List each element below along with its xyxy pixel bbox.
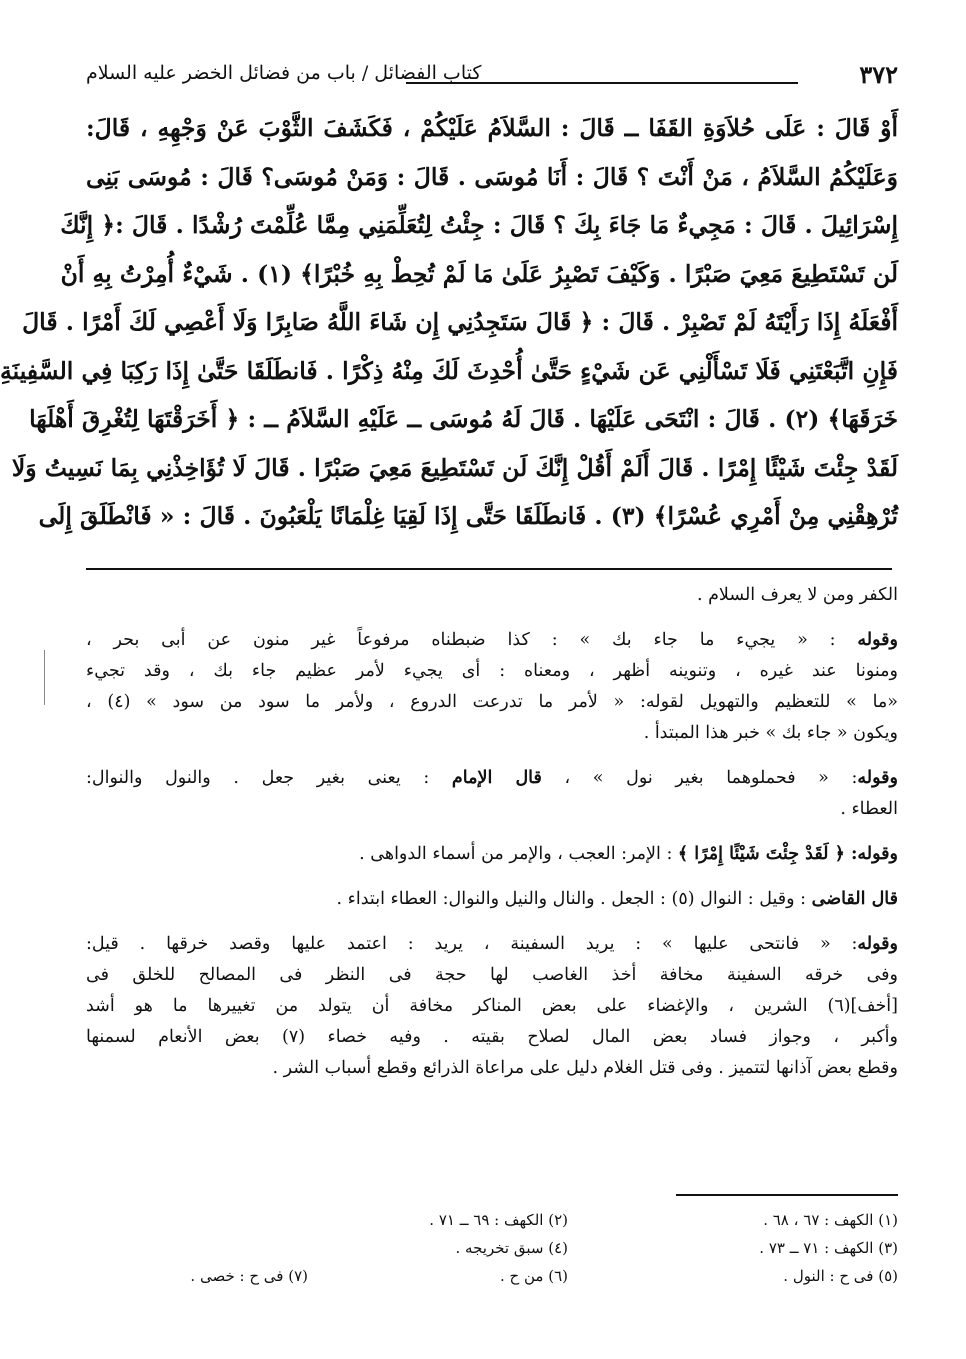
commentary-text: : « يجيء ما جاء بك » : كذا ضبطناه مرفوعاً غير منون عن أبى بحر ، xyxy=(86,630,858,650)
footnote: (٢) الكهف : ٦٩ ــ ٧١ . xyxy=(429,1211,568,1229)
quran-quote: : ﴿ لَقَدْ جِئْتَ شَيْئًا إِمْرًا ﴾ xyxy=(677,844,858,864)
footnote: (١) الكهف : ٦٧ ، ٦٨ . xyxy=(763,1211,898,1229)
lead-word: وقوله xyxy=(857,630,898,650)
footnote: (٦) من ح . xyxy=(500,1267,568,1285)
hadith-text xyxy=(0,104,898,541)
commentary-line xyxy=(86,763,898,794)
footnotes xyxy=(86,1206,898,1290)
commentary-line: ويكون « جاء بك » خبر هذا المبتدأ . xyxy=(643,723,898,743)
lead-word: وقوله xyxy=(857,768,898,788)
footnote: (٤) سبق تخريجه . xyxy=(455,1239,568,1257)
lead-word: وقوله xyxy=(857,934,898,954)
margin-mark xyxy=(44,650,45,705)
text-separator-rule xyxy=(86,568,892,570)
commentary-text: : الإمر: العجب ، والإمر من أسماء الدواهى . xyxy=(359,844,678,864)
commentary-line: وفى خرقه السفينة مخافة أخذ الغاصب لها حجة فى النظر فى المصالح للخلق فى xyxy=(86,965,898,985)
hadith-line: تُرْهِقْنِي مِنْ أَمْرِي عُسْرًا﴾ (٣) . فَانطَلَقَا حَتَّى إِذَا لَقِيَا غِلْمَانًا يَلْعَبُونَ . قَالَ : « فَانْطَلَقَ إِلَى xyxy=(38,502,898,530)
lead-word: وقوله xyxy=(857,844,898,864)
commentary-text: : يعنى بغير جعل . والنول والنوال: xyxy=(86,768,452,788)
commentary-text: : « فحملوهما بغير نول » ، xyxy=(541,768,858,788)
commentary xyxy=(86,580,898,1084)
hadith-line: أَفْعَلَهُ إِذَا رَأَيْتَهُ لَمْ تَصْبِرْ . قَالَ : ﴿ قَالَ سَتَجِدُنِي إِن شَاءَ اللَّهُ صَابِرًا وَلَا أَعْصِي لَكَ أَمْرًا . قَالَ xyxy=(22,308,898,336)
commentary-text: : وقيل : النوال (٥) : الجعل . والنال والنيل والنوال: العطاء ابتداء . xyxy=(336,889,812,909)
lead-word: قال الإمام xyxy=(451,768,542,788)
hadith-line: وَعَلَيْكُمُ السَّلاَمُ ، مَنْ أَنْتَ ؟ قَالَ : أَنَا مُوسَى . قَالَ : وَمَنْ مُوسَى؟ قَالَ : مُوسَى بَنِى xyxy=(86,162,898,191)
footnote-rule xyxy=(676,1194,898,1196)
commentary-line: الكفر ومن لا يعرف السلام . xyxy=(696,585,898,605)
footnote: (٥) فى ح : النول . xyxy=(783,1267,898,1285)
page-header xyxy=(86,60,898,94)
commentary-line: ومنونا عند غيره ، وتنوينه أظهر ، ومعناه : أى يجيء لأمر عظيم جاء بك ، وقد تجيء xyxy=(86,661,898,681)
hadith-line: فَإِنِ اتَّبَعْتَنِي فَلَا تَسْأَلْنِي عَن شَيْءٍ حَتَّىٰ أُحْدِثَ لَكَ مِنْهُ ذِكْرًا . فَانطَلَقَا حَتَّىٰ إِذَا رَكِبَا فِي السَّفِينَةِ xyxy=(0,356,898,385)
commentary-line: «ما » للتعظيم والتهويل لقوله: « لأمر ما تدرعت الدروع ، ولأمر ما سود من سود » (٤) ، xyxy=(86,692,898,712)
commentary-text: : « فانتحى عليها » : يريد السفينة ، يريد : اعتمد عليها وقصد خرقها . قيل: xyxy=(86,934,858,954)
footnote: (٣) الكهف : ٧١ ــ ٧٣ . xyxy=(759,1239,898,1257)
commentary-line xyxy=(86,839,898,870)
commentary-line xyxy=(86,929,898,960)
hadith-line: خَرَقَهَا﴾ (٢) . قَالَ : انْتَحَى عَلَيْهَا . قَالَ لَهُ مُوسَى ــ عَلَيْهِ السَّلاَمُ ــ : ﴿ أَخَرَقْتَهَا لِتُغْرِقَ أَهْلَهَا xyxy=(29,405,898,433)
commentary-line xyxy=(86,884,898,915)
commentary-line: وأكبر ، وجواز فساد بعض المال لصلاح بقيته . وفيه خصاء (٧) بعض الأنعام لسمنها xyxy=(86,1027,898,1047)
commentary-line: [أخف](٦) الشرين ، والإغضاء على بعض المناكر مخافة أن يتولد من تغييرها ما هو أشد xyxy=(86,996,898,1016)
commentary-line xyxy=(86,625,898,656)
hadith-line: أَوْ قَالَ : عَلَى حُلاَوَةِ القَفَا ــ قَالَ : السَّلاَمُ عَلَيْكُمْ ، فَكَشَفَ الثَّوْبَ عَنْ وَجْهِهِ ، قَالَ: xyxy=(86,114,898,142)
hadith-line: لَن تَسْتَطِيعَ مَعِيَ صَبْرًا . وَكَيْفَ تَصْبِرُ عَلَىٰ مَا لَمْ تُحِطْ بِهِ خُبْرًا﴾ (١) . شَيْءٌ أُمِرْتُ بِهِ أَنْ xyxy=(60,259,898,288)
footnote: (٧) فى ح : خصى . xyxy=(190,1267,308,1285)
lead-word: قال القاضى xyxy=(811,889,898,909)
page-number: ٣٧٢ xyxy=(859,60,898,89)
commentary-line: وقطع بعض آذانها لتتميز . وفى قتل الغلام دليل على مراعاة الذرائع وقطع أسباب الشر . xyxy=(272,1058,898,1078)
hadith-line: لَقَدْ جِئْتَ شَيْئًا إِمْرًا . قَالَ أَلَمْ أَقُلْ إِنَّكَ لَن تَسْتَطِيعَ مَعِيَ صَبْرًا . قَالَ لَا تُؤَاخِذْنِي بِمَا نَسِيتُ وَلَا xyxy=(11,453,898,482)
running-title: كتاب الفضائل / باب من فضائل الخضر عليه السلام xyxy=(86,62,482,84)
commentary-line: العطاء . xyxy=(840,799,898,819)
hadith-line: إِسْرَائِيلَ . قَالَ : مَجِيءٌ مَا جَاءَ بِكَ ؟ قَالَ : جِئْتُ لِتُعَلِّمَنِي مِمَّا عُلِّمْتَ رُشْدًا . قَالَ :﴿ إِنَّكَ xyxy=(60,211,898,239)
